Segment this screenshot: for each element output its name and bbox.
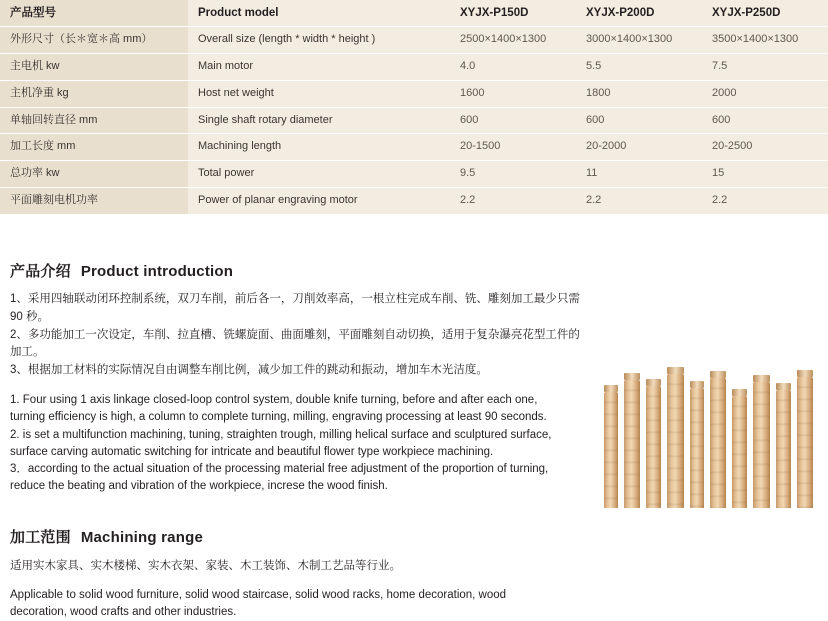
cell-value: 4.0: [450, 54, 576, 81]
cell-value: 600: [576, 107, 702, 134]
row-label-en: Power of planar engraving motor: [188, 187, 450, 214]
paragraph-en: 3．according to the actual situation of the processing material free adjustment of the proportion of turning,: [10, 463, 549, 476]
cell-value: 11: [576, 161, 702, 188]
cell-value: 3500×1400×1300: [702, 27, 828, 54]
paragraph-en: 2. is set a multifunction machining, tuning, straighten trough, milling helical surface and sculptured surface,: [10, 428, 552, 441]
column-header-p200d: XYJX-P200D: [576, 0, 702, 27]
cell-value: 20-2000: [576, 134, 702, 161]
row-label-en: Single shaft rotary diameter: [188, 107, 450, 134]
cell-value: 2.2: [576, 187, 702, 214]
table-header-row: [0, 0, 828, 27]
introduction-chinese-block: [10, 291, 585, 380]
section-title-machining-range: [10, 526, 818, 547]
row-label-en: Overall size (length * width * height ): [188, 27, 450, 54]
row-label-en: Main motor: [188, 54, 450, 81]
specification-table: [0, 0, 828, 215]
column-header-p250d: XYJX-P250D: [702, 0, 828, 27]
column-header-model-cn: 产品型号: [0, 0, 188, 27]
column-header-p150d: XYJX-P150D: [450, 0, 576, 27]
paragraph-en: surface carving automatic switching for intricate and beautiful flower type workpiece machining.: [10, 445, 494, 458]
paragraph-en: turning efficiency is high, a column to complete turning, milling, engraving processing at least 90 seconds.: [10, 411, 547, 424]
cell-value: 600: [450, 107, 576, 134]
section-title-introduction: [10, 260, 818, 281]
table-row: [0, 80, 828, 107]
paragraph-en: Applicable to solid wood furniture, solid wood staircase, solid wood racks, home decoration, wood: [10, 588, 507, 601]
section-title-cn: 产品介绍: [10, 263, 71, 280]
section-title-en: Machining range: [80, 528, 203, 546]
product-photo: [600, 368, 822, 508]
row-label-cn: 主电机 kw: [0, 54, 188, 81]
paragraph-cn: 1、采用四轴联动闭环控制系统，双刀车削，前后各一，刀削效率高，一根立柱完成车削、铣、雕刻加工最少只需 90 秒。: [10, 293, 580, 323]
paragraph-en: 1. Four using 1 axis linkage closed-loop control system, double knife turning, before and after each one,: [10, 394, 538, 407]
column-header-model-en: Product model: [188, 0, 450, 27]
cell-value: 2.2: [702, 187, 828, 214]
table-row: [0, 107, 828, 134]
cell-value: 5.5: [576, 54, 702, 81]
cell-value: 2000: [702, 80, 828, 107]
section-title-cn: 加工范围: [10, 528, 71, 546]
table-row: [0, 27, 828, 54]
machining-range-block: [10, 557, 585, 621]
spacer: [10, 575, 585, 587]
cell-value: 9.5: [450, 161, 576, 188]
table-row: [0, 161, 828, 188]
introduction-english-block: [10, 392, 585, 496]
row-label-cn: 加工长度 mm: [0, 134, 188, 161]
table-row: [0, 134, 828, 161]
row-label-cn: 平面雕刻电机功率: [0, 187, 188, 214]
row-label-cn: 单轴回转直径 mm: [0, 107, 188, 134]
cell-value: 2500×1400×1300: [450, 27, 576, 54]
cell-value: 7.5: [702, 54, 828, 81]
cell-value: 20-1500: [450, 134, 576, 161]
row-label-en: Machining length: [188, 134, 450, 161]
paragraph-cn: 2、多功能加工一次设定，车削、拉直槽、铣螺旋面、曲面雕刻，平面雕刻自动切换，适用于复杂瀑亮花型工件的加工。: [10, 328, 580, 359]
paragraph-cn: 适用实木家具、实木楼梯、实木衣架、家装、木工装饰、木制工艺品等行业。: [10, 559, 401, 572]
cell-value: 15: [702, 161, 828, 188]
section-title-en: Product introduction: [80, 263, 234, 280]
cell-value: 2.2: [450, 187, 576, 214]
cell-value: 600: [702, 107, 828, 134]
cell-value: 1600: [450, 80, 576, 107]
paragraph-cn: 3、根据加工材料的实际情况自由调整车削比例，减少加工件的跳动和振动，增加车木光洁度。: [10, 364, 488, 377]
row-label-cn: 总功率 kw: [0, 161, 188, 188]
row-label-cn: 外形尺寸（长＊宽＊高 mm）: [0, 27, 188, 54]
row-label-en: Host net weight: [188, 80, 450, 107]
cell-value: 1800: [576, 80, 702, 107]
row-label-en: Total power: [188, 161, 450, 188]
paragraph-en: reduce the beating and vibration of the workpiece, increse the wood finish.: [10, 480, 388, 493]
table-row: [0, 54, 828, 81]
paragraph-en: decoration, wood crafts and other industries.: [10, 606, 237, 619]
cell-value: 20-2500: [702, 134, 828, 161]
row-label-cn: 主机净重 kg: [0, 80, 188, 107]
cell-value: 3000×1400×1300: [576, 27, 702, 54]
